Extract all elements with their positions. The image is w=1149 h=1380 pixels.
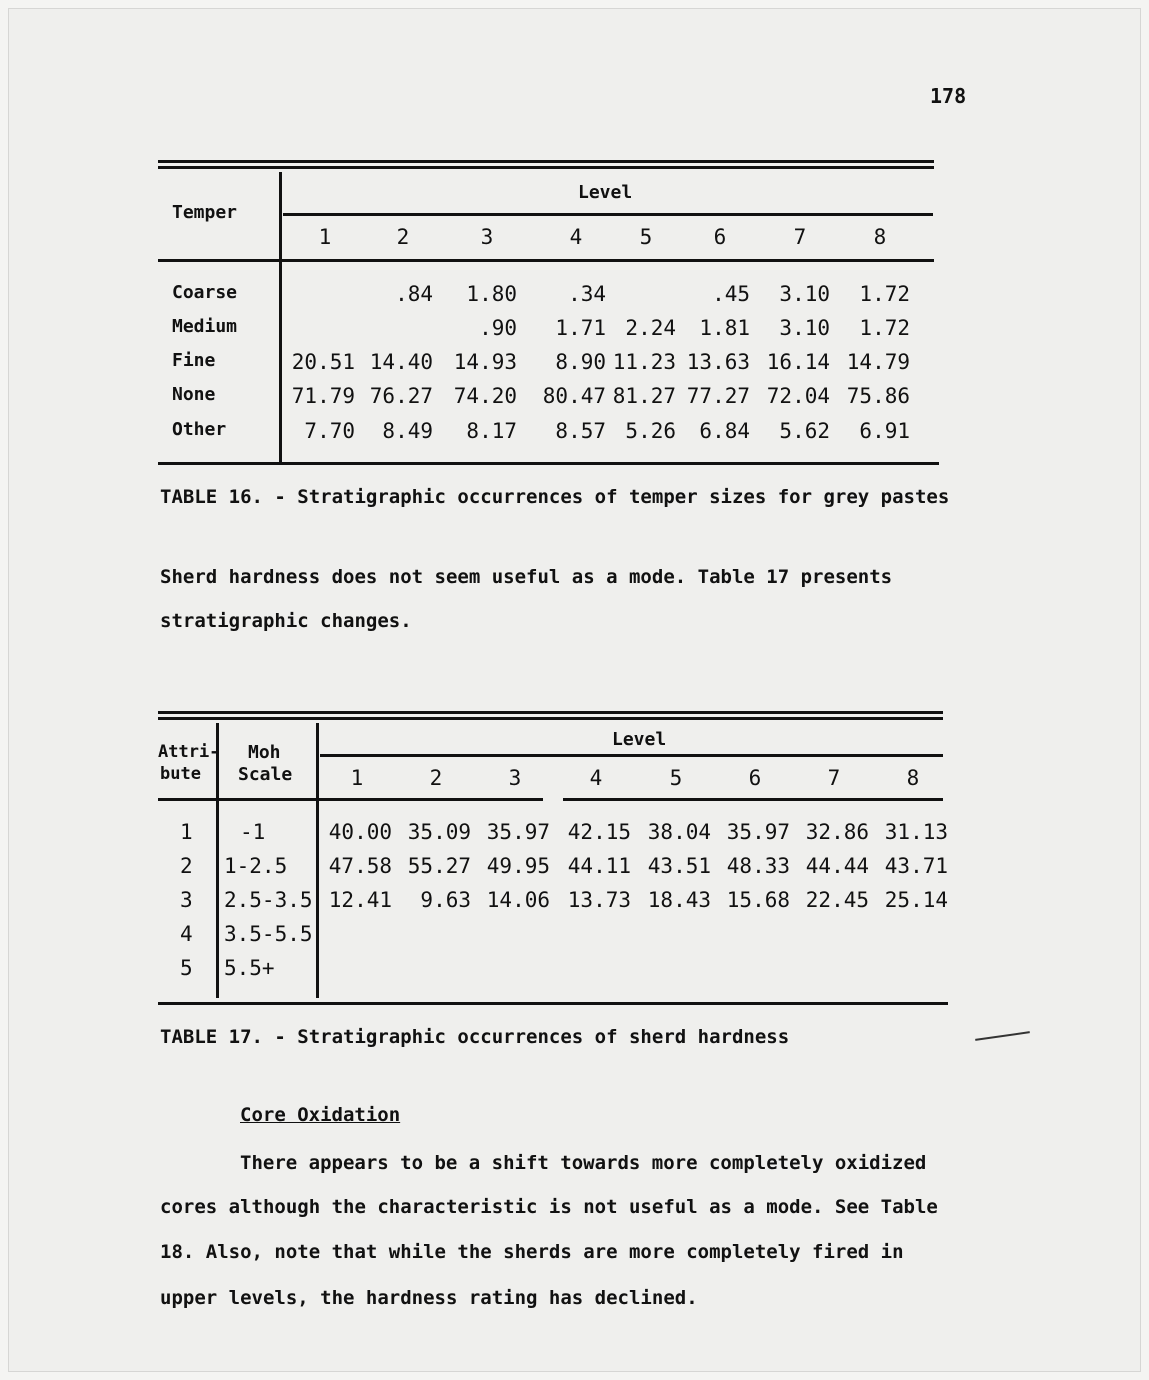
table16-cell: 1.72 <box>859 282 910 306</box>
table16-row-label: Medium <box>172 316 238 337</box>
paragraph1-line2: stratigraphic changes. <box>160 610 412 632</box>
table17-cell: 15.68 <box>726 888 790 912</box>
table17-level-col-8: 8 <box>906 766 920 790</box>
table17-attr: 3 <box>180 888 193 912</box>
table17-cell: 49.95 <box>486 854 550 878</box>
table16-cell: 71.79 <box>291 384 355 408</box>
section-heading: Core Oxidation <box>240 1104 401 1126</box>
table16-cell: 80.47 <box>542 384 606 408</box>
table16-level-rule <box>283 213 933 216</box>
table17-cell: 9.63 <box>420 888 471 912</box>
table16-stub-header: Temper <box>172 202 238 223</box>
table16-cell: .84 <box>395 282 433 306</box>
table16-cell: 20.51 <box>291 350 355 374</box>
table16-cell: 81.27 <box>612 384 676 408</box>
table17-attr: 2 <box>180 854 193 878</box>
table17-attr: 4 <box>180 922 193 946</box>
table16-cell: 3.10 <box>779 316 830 340</box>
table17-cell: 12.41 <box>328 888 392 912</box>
paragraph2-line2: cores although the characteristic is not useful as a mode. See Table <box>160 1196 938 1218</box>
table16-cell: 14.93 <box>453 350 517 374</box>
table16-caption: TABLE 16. - Stratigraphic occurrences of temper sizes for grey pastes <box>160 486 950 508</box>
table17-cell: 31.13 <box>884 820 948 844</box>
table17-level-col-6: 6 <box>748 766 762 790</box>
table17-attr: 5 <box>180 956 193 980</box>
table16-level-col-4: 4 <box>569 225 583 249</box>
paragraph2-line3: 18. Also, note that while the sherds are more completely fired in <box>160 1241 904 1263</box>
table17-attr-header-2: bute <box>160 764 201 784</box>
table17-cell: 14.06 <box>486 888 550 912</box>
table16-level-col-3: 3 <box>480 225 494 249</box>
table16-cell: 77.27 <box>686 384 750 408</box>
table16-row-label: Other <box>172 419 227 440</box>
table17-cell: 44.11 <box>567 854 631 878</box>
table17-cell: 13.73 <box>567 888 631 912</box>
table17-moh: 2.5-3.5 <box>224 888 313 912</box>
table16-cell: 14.40 <box>369 350 433 374</box>
table16-cell: 74.20 <box>453 384 517 408</box>
table17-bottom-rule <box>158 1002 948 1005</box>
table17-cell: 32.86 <box>805 820 869 844</box>
table17-cell: 55.27 <box>407 854 471 878</box>
table17-level-col-7: 7 <box>827 766 841 790</box>
table17-cell: 43.51 <box>647 854 711 878</box>
table16-cell: 16.14 <box>766 350 830 374</box>
table17-attr-header-1: Attri- <box>158 742 220 762</box>
table17-level-col-3: 3 <box>508 766 522 790</box>
table16-cell: 2.24 <box>625 316 676 340</box>
table17-level-col-5: 5 <box>669 766 683 790</box>
table17-cell: 35.97 <box>726 820 790 844</box>
table16-row-label: Fine <box>172 350 216 371</box>
table17-level-header: Level <box>612 729 667 750</box>
table17-level-rule <box>320 754 943 757</box>
table17-cell: 35.97 <box>486 820 550 844</box>
table17-moh: 1-2.5 <box>224 854 288 878</box>
table16-cell: 1.71 <box>555 316 606 340</box>
table16-top-rule <box>158 160 934 163</box>
table17-moh-header-1: Moh <box>248 742 281 763</box>
table16-cell: .90 <box>479 316 517 340</box>
table17-attr-divider <box>216 723 219 998</box>
table17-cell: 48.33 <box>726 854 790 878</box>
table17-caption: TABLE 17. - Stratigraphic occurrences of sherd hardness <box>160 1026 790 1048</box>
table16-bottom-rule <box>158 462 939 465</box>
table16-cell: 76.27 <box>369 384 433 408</box>
table17-cell: 22.45 <box>805 888 869 912</box>
table16-cell: 1.72 <box>859 316 910 340</box>
table16-row-label: None <box>172 384 216 405</box>
table17-header-rule-left <box>158 798 543 801</box>
table16-cell: 6.84 <box>699 419 750 443</box>
table17-cell: 40.00 <box>328 820 392 844</box>
table17-cell: 47.58 <box>328 854 392 878</box>
table17-top-rule <box>158 711 943 714</box>
table16-cell: .45 <box>712 282 750 306</box>
table16-cell: .34 <box>568 282 606 306</box>
table17-level-col-4: 4 <box>589 766 603 790</box>
paragraph2-line4: upper levels, the hardness rating has declined. <box>160 1287 698 1309</box>
table17-attr: 1 <box>180 820 193 844</box>
table17-level-col-2: 2 <box>429 766 443 790</box>
table17-moh: -1 <box>240 820 266 844</box>
table17-cell: 38.04 <box>647 820 711 844</box>
table16-cell: 1.80 <box>466 282 517 306</box>
table17-moh: 3.5-5.5 <box>224 922 313 946</box>
table16-cell: 6.91 <box>859 419 910 443</box>
table16-level-header: Level <box>578 182 633 203</box>
paragraph2-line1: There appears to be a shift towards more completely oxidized <box>240 1152 927 1174</box>
table17-level-col-1: 1 <box>350 766 364 790</box>
table16-cell: 11.23 <box>612 350 676 374</box>
table16-row-label: Coarse <box>172 282 238 303</box>
table16-level-col-2: 2 <box>396 225 410 249</box>
table16-cell: 1.81 <box>699 316 750 340</box>
table16-cell: 3.10 <box>779 282 830 306</box>
table16-level-col-1: 1 <box>318 225 332 249</box>
table17-cell: 35.09 <box>407 820 471 844</box>
table16-cell: 8.90 <box>555 350 606 374</box>
table17-cell: 42.15 <box>567 820 631 844</box>
table16-cell: 8.57 <box>555 419 606 443</box>
page-number: 178 <box>930 84 967 108</box>
table16-cell: 7.70 <box>304 419 355 443</box>
table16-cell: 5.26 <box>625 419 676 443</box>
table16-cell: 5.62 <box>779 419 830 443</box>
table16-header-rule <box>158 259 934 262</box>
table17-cell: 18.43 <box>647 888 711 912</box>
table16-cell: 14.79 <box>846 350 910 374</box>
table16-cell: 75.86 <box>846 384 910 408</box>
table16-level-col-6: 6 <box>713 225 727 249</box>
table16-cell: 13.63 <box>686 350 750 374</box>
paragraph1-line1: Sherd hardness does not seem useful as a mode. Table 17 presents <box>160 566 893 588</box>
table16-cell: 8.49 <box>382 419 433 443</box>
table17-cell: 43.71 <box>884 854 948 878</box>
table16-level-col-8: 8 <box>873 225 887 249</box>
table17-header-rule-right <box>563 798 943 801</box>
table17-moh-header-2: Scale <box>238 764 293 785</box>
table17-moh: 5.5+ <box>224 956 275 980</box>
table17-cell: 25.14 <box>884 888 948 912</box>
table16-cell: 8.17 <box>466 419 517 443</box>
table16-cell: 72.04 <box>766 384 830 408</box>
table17-cell: 44.44 <box>805 854 869 878</box>
table16-level-col-5: 5 <box>639 225 653 249</box>
table16-level-col-7: 7 <box>793 225 807 249</box>
